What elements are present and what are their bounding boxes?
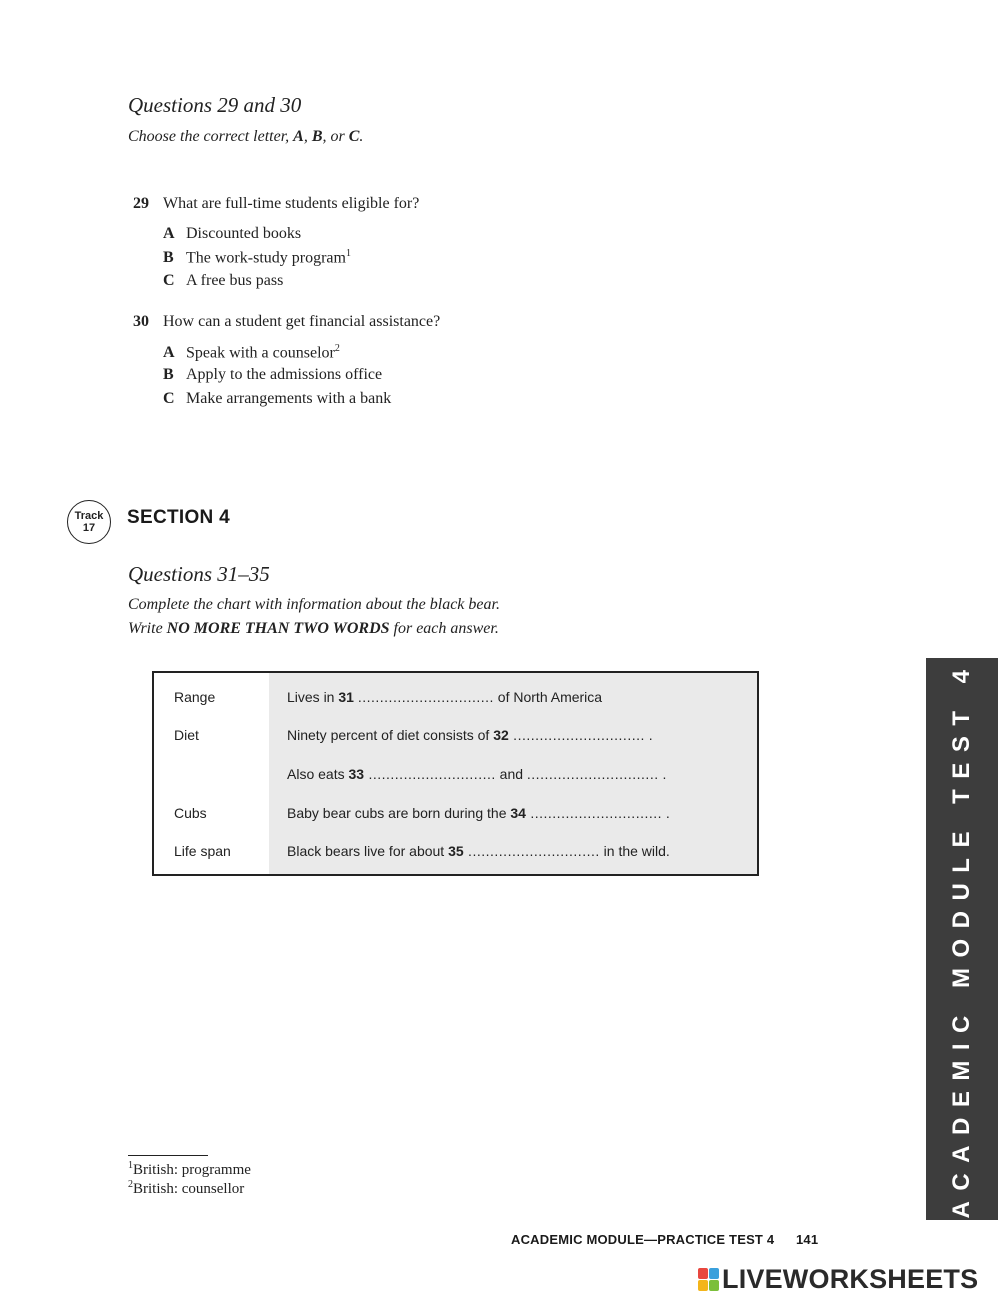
footnote-2: $^2$British: counsellor — [128, 1179, 245, 1197]
footnote-1: $^1$British: programme — [128, 1160, 251, 1178]
answer-blank-33b[interactable]: .............................. — [526, 766, 659, 782]
questions-31-35-heading: Questions 31–35 — [128, 562, 270, 586]
footnote-divider — [128, 1155, 208, 1156]
answer-blank-33a[interactable]: ............................. — [364, 766, 496, 782]
row-text: Lives in 31 ............................... of North America — [287, 689, 603, 705]
question-text: How can a student get financial assistance? — [163, 313, 441, 330]
option-30-c[interactable]: C Make arrangements with a bank — [163, 390, 392, 407]
answer-blank-31[interactable]: ............................... — [357, 689, 494, 705]
logo-square-4 — [709, 1280, 719, 1291]
section-title: SECTION 4 — [127, 507, 230, 528]
answer-blank-34[interactable]: .............................. — [525, 805, 663, 821]
option-30-b[interactable]: B Apply to the admissions office — [163, 366, 383, 383]
track-label: Track — [74, 510, 104, 522]
row-label: Diet — [174, 727, 199, 743]
page-number: 141 — [795, 1232, 819, 1247]
question-number: 29 — [133, 195, 149, 212]
row-text: Ninety percent of diet consists of 32 .............................. . — [287, 727, 653, 743]
question-number: 30 — [133, 313, 149, 330]
logo-square-2 — [709, 1268, 719, 1279]
question-30 — [133, 313, 440, 331]
running-footer — [511, 1232, 818, 1247]
option-29-a[interactable]: A Discounted books — [163, 225, 302, 242]
option-29-c[interactable]: C A free bus pass — [163, 272, 284, 289]
row-label: Life span — [174, 843, 231, 859]
question-text: What are full-time students eligible for? — [163, 195, 420, 212]
questions-29-30-instruction: Choose the correct letter, A, B, or C. — [128, 128, 364, 145]
questions-29-30-heading: Questions 29 and 30 — [128, 93, 302, 117]
liveworksheets-wordmark: LIVEWORKSHEETS — [722, 1264, 979, 1294]
black-bear-chart — [152, 671, 759, 876]
row-label: Range — [174, 689, 216, 705]
option-29-b[interactable]: B The work-study program$^1$ — [163, 248, 351, 267]
answer-blank-32[interactable]: .............................. — [508, 727, 645, 743]
questions-31-35-instruction-1: Complete the chart with information about the black bear. — [128, 596, 500, 613]
track-badge[interactable] — [67, 500, 111, 544]
sidebar-tab — [926, 658, 998, 1220]
questions-31-35-instruction-2: Write NO MORE THAN TWO WORDS for each answer. — [128, 620, 499, 637]
row-text: Also eats 33 ............................. and .............................. . — [287, 766, 667, 782]
logo-square-3 — [698, 1280, 708, 1291]
option-30-a[interactable]: A Speak with a counselor$^2$ — [163, 343, 340, 362]
answer-blank-35[interactable]: .............................. — [463, 843, 600, 859]
liveworksheets-logo-icon — [698, 1268, 720, 1292]
sidebar-tab-text: ACADEMIC MODULE TEST 4 — [948, 659, 975, 1219]
row-label: Cubs — [174, 805, 207, 821]
row-text: Black bears live for about 35 .............................. in the wild. — [287, 843, 670, 859]
running-title: ACADEMIC MODULE—PRACTICE TEST 4 — [511, 1232, 775, 1247]
track-number: 17 — [82, 522, 96, 534]
row-text: Baby bear cubs are born during the 34 .............................. . — [287, 805, 670, 821]
question-29 — [133, 195, 419, 213]
logo-square-1 — [698, 1268, 708, 1279]
